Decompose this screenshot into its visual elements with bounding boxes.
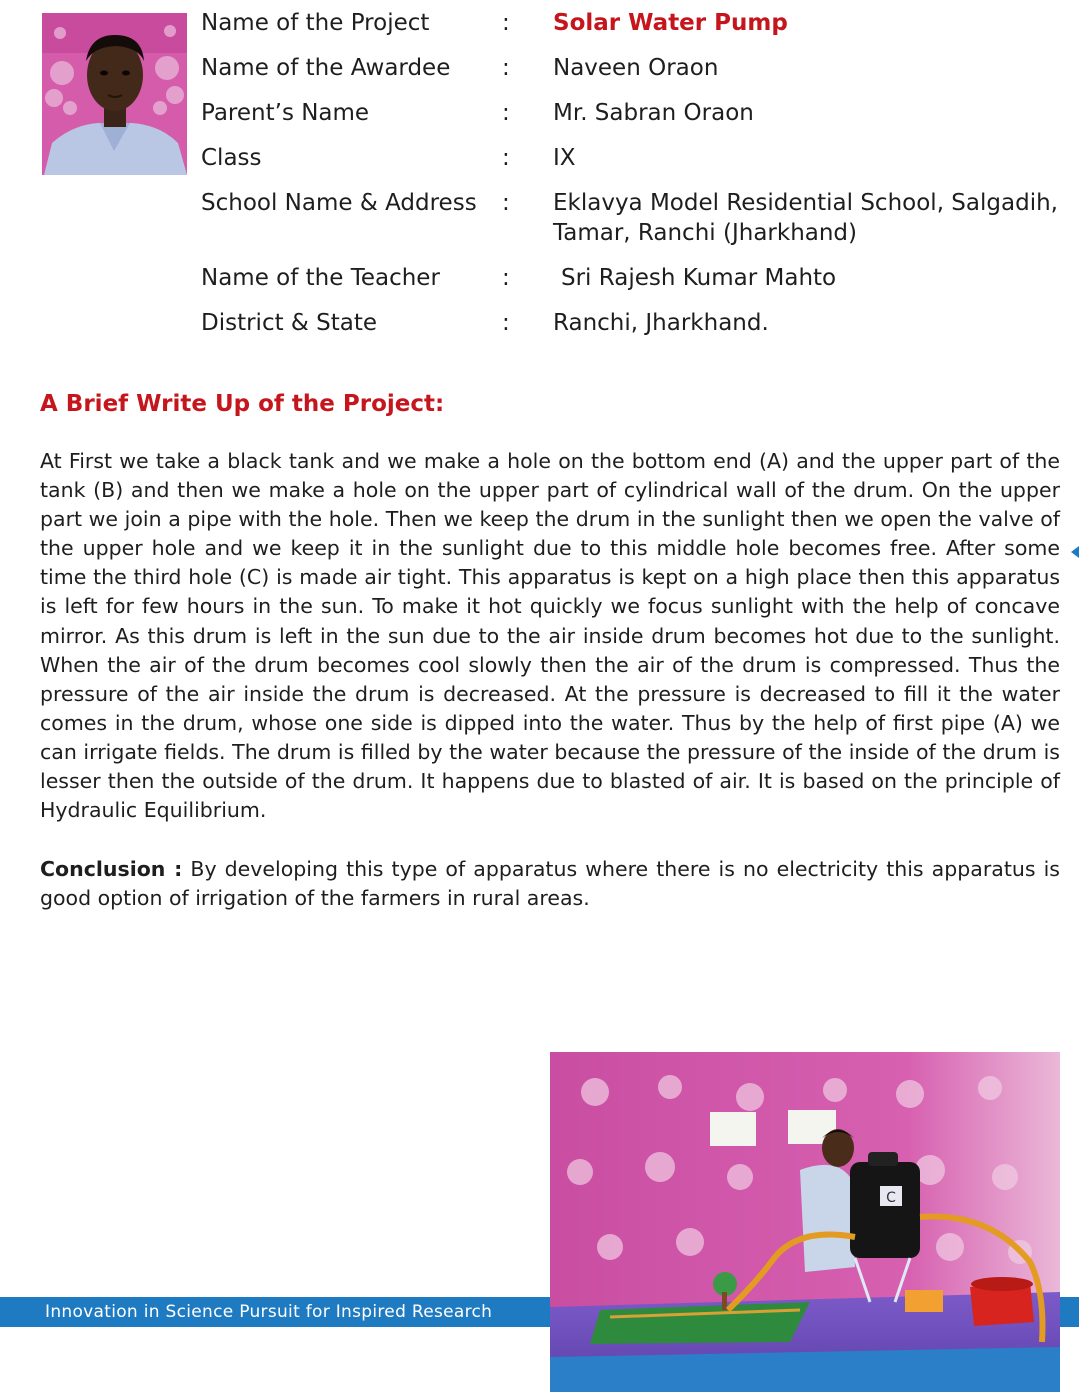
parent-name: Mr. Sabran Oraon xyxy=(553,100,754,126)
project-name: Solar Water Pump xyxy=(553,10,788,36)
conclusion-paragraph xyxy=(40,855,1060,913)
detail-label: District & State xyxy=(201,310,378,336)
detail-separator: : xyxy=(502,10,510,36)
district-state: Ranchi, Jharkhand. xyxy=(553,310,769,336)
detail-separator: : xyxy=(502,55,510,81)
detail-separator: : xyxy=(502,265,510,291)
teacher-name: Sri Rajesh Kumar Mahto xyxy=(561,265,837,291)
writeup-body: At First we take a black tank and we make a hole on the bottom end (A) and the upper part of the tank (B) and then we make a hole on the upper part of cylindrical wall of the drum. On the upper part we join a pipe with the hole. Then we keep the drum in the sunlight then we open the valve of the upper hole and we keep it in the sunlight due to this middle hole becomes free. After some time the third hole (C) is made air tight. This apparatus is kept on a high place then this apparatus is left for few hours in the sun. To make it hot quickly we focus sunlight with the help of concave mirror. As this drum is left in the sun due to the air inside drum becomes hot due to the sunlight. When the air of the drum becomes cool slowly then the air of the drum is compressed. Thus the pressure of the air inside the drum is decreased. At the pressure is decreased to fill it the water comes in the drum, whose one side is dipped into the water. Thus by the help of first pipe (A) we can irrigate fields. The drum is filled by the water because the pressure of the inside of the drum is lesser then the outside of the drum. It happens due to blasted of air. It is based on the principle of Hydraulic Equilibrium. xyxy=(40,449,1060,823)
footer-tagline: Innovation in Science Pursuit for Inspired Research xyxy=(45,1302,493,1322)
detail-label: Name of the Awardee xyxy=(201,55,451,81)
detail-separator: : xyxy=(502,310,510,336)
detail-label: Parent’s Name xyxy=(201,100,370,126)
footer-band-edge xyxy=(1060,1297,1079,1327)
detail-separator: : xyxy=(502,100,510,126)
detail-separator: : xyxy=(502,145,510,171)
conclusion-label: Conclusion : xyxy=(40,857,183,881)
detail-label: Name of the Teacher xyxy=(201,265,440,291)
detail-label: School Name & Address xyxy=(201,190,477,216)
tank-marking-letter: C xyxy=(886,1190,896,1206)
project-photo xyxy=(550,1052,1060,1392)
detail-label: Name of the Project xyxy=(201,10,430,36)
project-photo-illustration xyxy=(550,1052,1060,1392)
detail-label: Class xyxy=(201,145,262,171)
detail-separator: : xyxy=(502,190,510,216)
detail-row-school xyxy=(0,188,1079,248)
school-address: Eklavya Model Residential School, Salgadih, Tamar, Ranchi (Jharkhand) xyxy=(553,190,1058,246)
page-edge-arrow-icon xyxy=(1071,546,1079,558)
awardee-name: Naveen Oraon xyxy=(553,55,719,81)
detail-row-district xyxy=(0,308,1079,368)
class-value: IX xyxy=(553,145,576,171)
conclusion-text: By developing this type of apparatus where there is no electricity this apparatus is good option of irrigation of the farmers in rural areas. xyxy=(40,857,1060,911)
writeup-heading: A Brief Write Up of the Project: xyxy=(40,391,445,417)
footer-band xyxy=(0,1297,560,1327)
